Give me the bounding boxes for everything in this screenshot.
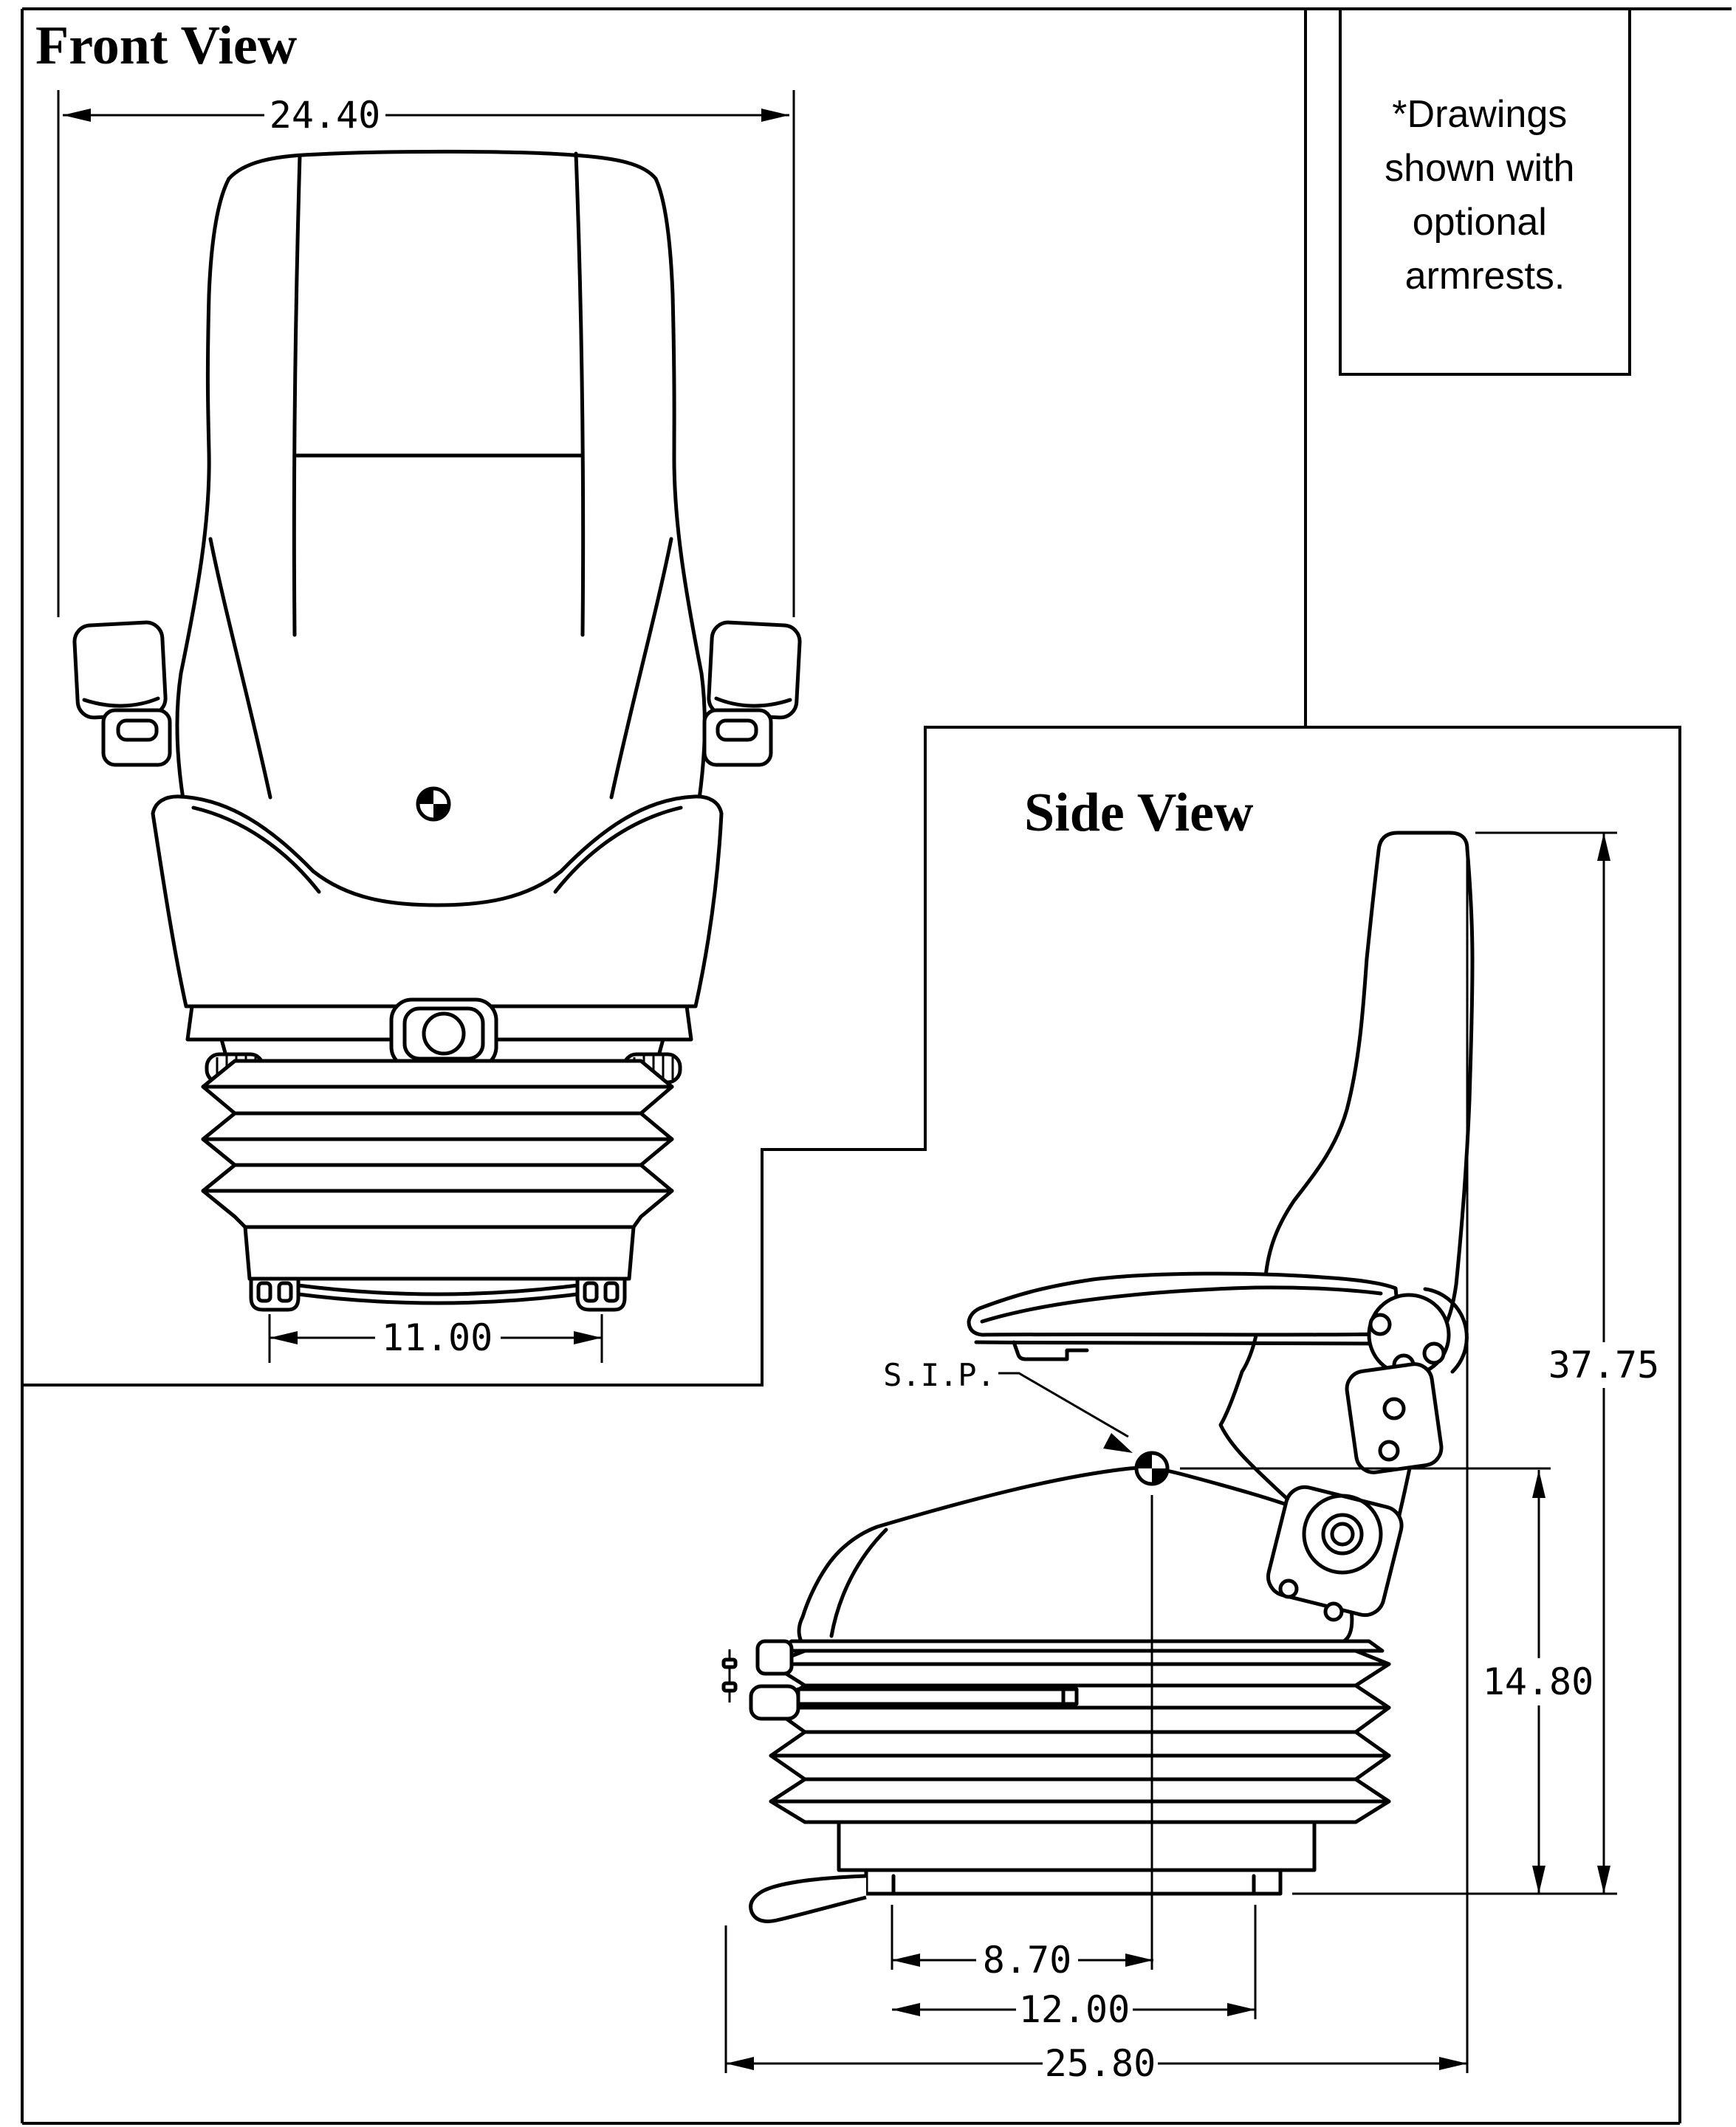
dim-overall-height-value: 37.75 [1548,1344,1660,1386]
sip-label: S.I.P. [883,1357,995,1393]
dim-sip-offset-value: 8.70 [982,1939,1072,1982]
front-view-drawing [35,16,800,1363]
front-armrest-right [704,622,800,765]
dim-overall-width-value: 24.40 [269,94,381,137]
front-backrest [177,151,705,799]
side-base [751,1822,1314,1921]
front-armrest-left [74,622,170,765]
dim-overall-depth-value: 25.80 [1044,2042,1156,2085]
dim-sip-height-value: 14.80 [1482,1660,1594,1703]
front-center-target-icon [418,788,449,819]
side-view-drawing [724,783,1659,2085]
dim-rail-width-value: 11.00 [381,1316,493,1359]
sip-marker-icon [1136,1453,1167,1484]
dimension-base-length [892,1905,1255,2031]
dimension-overall-width [58,90,794,617]
dimension-rail-width [270,1314,602,1363]
dim-base-length-value: 12.00 [1018,1988,1131,2031]
front-view-title: Front View [35,16,298,76]
side-view-title: Side View [1024,783,1254,843]
side-armrest [969,1274,1466,1474]
note-text: *Drawings shown with optional armrests. [1385,93,1575,298]
front-base [245,1227,634,1310]
front-cushion [153,797,721,1006]
side-armrest-pivot-knob [1369,1289,1466,1375]
side-cushion [799,1468,1352,1641]
side-armrest-bracket [1345,1362,1444,1475]
note-box [1340,9,1630,374]
side-bellows [771,1641,1389,1822]
dimension-sip-height [1483,1470,1594,1894]
dimension-sip-offset [892,1905,1153,1982]
front-bellows [203,1061,672,1227]
